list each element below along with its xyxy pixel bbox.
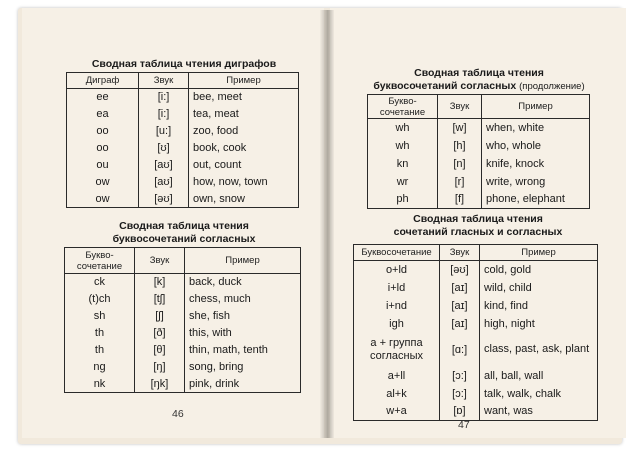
sound-cell: [aʊ]	[139, 157, 189, 174]
title-line: сочетаний гласных и согласных	[393, 226, 563, 238]
combo-cell: ow	[67, 191, 139, 208]
header-example: Пример	[482, 95, 590, 119]
table-row	[67, 123, 299, 140]
example-cell: thin, math, tenth	[185, 342, 301, 359]
sound-cell: [aɪ]	[440, 279, 480, 297]
table-row	[65, 376, 301, 393]
combo-cell: ph	[368, 191, 438, 209]
table-row	[354, 279, 598, 297]
consonants-table	[64, 247, 301, 393]
header-line: сочетание	[379, 106, 426, 118]
header-example: Пример	[480, 245, 598, 261]
table-row	[368, 173, 590, 191]
sound-cell: [f]	[438, 191, 482, 209]
table-row	[368, 191, 590, 209]
combo-cell: a + группа согласных	[354, 333, 440, 367]
combo-cell: ng	[65, 359, 135, 376]
consonants-cont-table	[367, 94, 590, 209]
consonants-table-title	[66, 220, 302, 246]
example-cell: phone, elephant	[482, 191, 590, 209]
example-cell: she, fish	[185, 308, 301, 325]
page-number-right: 47	[458, 419, 470, 431]
table-row	[354, 261, 598, 279]
sound-cell: [aʊ]	[139, 174, 189, 191]
example-cell: out, count	[189, 157, 299, 174]
sound-cell: [aɪ]	[440, 315, 480, 333]
table-row	[368, 137, 590, 155]
table-row	[67, 106, 299, 123]
sound-cell: [i:]	[139, 106, 189, 123]
table-row	[368, 155, 590, 173]
sound-cell: [ʊ]	[139, 140, 189, 157]
example-cell: pink, drink	[185, 376, 301, 393]
example-cell: back, duck	[185, 274, 301, 291]
header-line: Букво-	[85, 249, 114, 261]
example-cell: all, ball, wall	[480, 367, 598, 385]
example-cell: wild, child	[480, 279, 598, 297]
title-note: (продолжение)	[519, 81, 585, 92]
title-line: буквосочетаний согласных	[112, 233, 256, 245]
sound-cell: [aɪ]	[440, 297, 480, 315]
table-row	[65, 342, 301, 359]
header-sound: Звук	[139, 73, 189, 89]
table-row	[67, 174, 299, 191]
header-combination: Буквосочетание	[354, 245, 440, 261]
example-cell: tea, meat	[189, 106, 299, 123]
header-example: Пример	[185, 248, 301, 274]
book-spine	[320, 10, 334, 438]
table-row	[354, 333, 598, 367]
sound-cell: [r]	[438, 173, 482, 191]
table-row	[354, 367, 598, 385]
title-line: Сводная таблица чтения	[414, 67, 544, 79]
combo-cell: kn	[368, 155, 438, 173]
table-row	[354, 403, 598, 421]
header-line: сочетание	[76, 260, 123, 272]
example-cell: who, whole	[482, 137, 590, 155]
table-row	[65, 325, 301, 342]
combo-cell: al+k	[354, 385, 440, 403]
combo-cell: w+a	[354, 403, 440, 421]
sound-cell: [ɑ:]	[440, 333, 480, 367]
title-line	[360, 80, 598, 93]
header-combination	[368, 95, 438, 119]
sound-cell: [əʊ]	[440, 261, 480, 279]
title-line: Сводная таблица чтения	[119, 220, 249, 232]
example-cell: kind, find	[480, 297, 598, 315]
table-row	[354, 315, 598, 333]
combo-cell: wh	[368, 119, 438, 137]
header-sound: Звук	[438, 95, 482, 119]
combo-cell: ow	[67, 174, 139, 191]
combo-cell: wr	[368, 173, 438, 191]
combo-cell: ou	[67, 157, 139, 174]
table-row	[67, 89, 299, 106]
combo-cell: sh	[65, 308, 135, 325]
example-cell: talk, walk, chalk	[480, 385, 598, 403]
title-line: Сводная таблица чтения	[413, 213, 543, 225]
combo-cell: th	[65, 342, 135, 359]
sound-cell: [n]	[438, 155, 482, 173]
page-number-left: 46	[172, 408, 184, 420]
sound-cell: [ŋk]	[135, 376, 185, 393]
sound-cell: [u:]	[139, 123, 189, 140]
table-row	[67, 191, 299, 208]
table-row	[354, 297, 598, 315]
combo-cell: oo	[67, 123, 139, 140]
combo-cell: a+ll	[354, 367, 440, 385]
combo-cell: wh	[368, 137, 438, 155]
combo-cell: igh	[354, 315, 440, 333]
sound-cell: [θ]	[135, 342, 185, 359]
combo-cell: th	[65, 325, 135, 342]
example-cell: own, snow	[189, 191, 299, 208]
digraphs-table	[66, 72, 299, 208]
sound-cell: [ɔ:]	[440, 367, 480, 385]
sound-cell: [tʃ]	[135, 291, 185, 308]
example-cell: class, past, ask, plant	[480, 333, 598, 367]
example-cell: how, now, town	[189, 174, 299, 191]
sound-cell: [i:]	[139, 89, 189, 106]
combo-cell: nk	[65, 376, 135, 393]
example-cell: song, bring	[185, 359, 301, 376]
combo-cell: (t)ch	[65, 291, 135, 308]
example-cell: when, white	[482, 119, 590, 137]
sound-cell: [ŋ]	[135, 359, 185, 376]
table-row	[65, 308, 301, 325]
table-row	[65, 359, 301, 376]
header-combination	[65, 248, 135, 274]
combo-cell: i+nd	[354, 297, 440, 315]
combo-cell: o+ld	[354, 261, 440, 279]
example-cell: cold, gold	[480, 261, 598, 279]
vowels-consonants-table	[353, 244, 598, 421]
digraphs-table-title: Сводная таблица чтения диграфов	[91, 58, 277, 70]
combo-cell: ck	[65, 274, 135, 291]
header-digraph: Диграф	[67, 73, 139, 89]
sound-cell: [əʊ]	[139, 191, 189, 208]
header-sound: Звук	[440, 245, 480, 261]
sound-cell: [ɒ]	[440, 403, 480, 421]
example-cell: chess, much	[185, 291, 301, 308]
example-cell: high, night	[480, 315, 598, 333]
sound-cell: [k]	[135, 274, 185, 291]
example-cell: this, with	[185, 325, 301, 342]
example-cell: bee, meet	[189, 89, 299, 106]
sound-cell: [h]	[438, 137, 482, 155]
table-row	[368, 119, 590, 137]
title-text: буквосочетаний согласных	[373, 80, 517, 92]
sound-cell: [ʃ]	[135, 308, 185, 325]
example-cell: want, was	[480, 403, 598, 421]
header-line: Букво-	[388, 95, 417, 107]
table-row	[67, 157, 299, 174]
consonants-cont-table-title	[360, 67, 598, 93]
header-sound: Звук	[135, 248, 185, 274]
combo-cell: ea	[67, 106, 139, 123]
sound-cell: [ð]	[135, 325, 185, 342]
table-row	[67, 140, 299, 157]
sound-cell: [w]	[438, 119, 482, 137]
header-example: Пример	[189, 73, 299, 89]
example-cell: knife, knock	[482, 155, 590, 173]
table-row	[354, 385, 598, 403]
vowels-consonants-table-title	[353, 213, 603, 239]
combo-cell: i+ld	[354, 279, 440, 297]
sound-cell: [ɔ:]	[440, 385, 480, 403]
combo-cell: ee	[67, 89, 139, 106]
table-row	[65, 291, 301, 308]
table-row	[65, 274, 301, 291]
combo-cell: oo	[67, 140, 139, 157]
example-cell: zoo, food	[189, 123, 299, 140]
example-cell: book, cook	[189, 140, 299, 157]
example-cell: write, wrong	[482, 173, 590, 191]
